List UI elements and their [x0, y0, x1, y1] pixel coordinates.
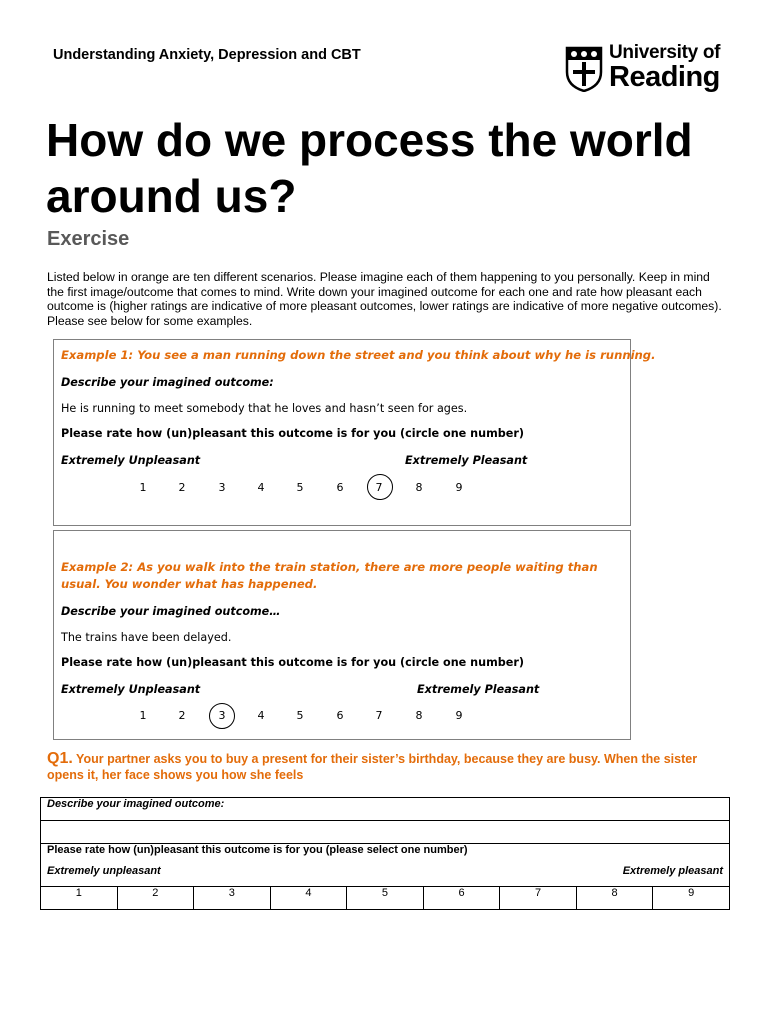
example-1-box: [53, 339, 656, 526]
q1-rating-1[interactable]: 1: [41, 887, 118, 910]
q1-scale-ends: [47, 865, 723, 877]
example-2-right-label: Extremely Pleasant: [417, 683, 540, 696]
q1-rating-7[interactable]: 7: [500, 887, 577, 910]
q1-rating-9[interactable]: 9: [653, 887, 730, 910]
example-1-scenario: Example 1: You see a man running down the street and you think about why he is running.: [61, 348, 656, 362]
example-2-scenario: Example 2: As you walk into the train station, there are more people waiting than usual. You wonder what has happened.: [61, 560, 598, 591]
intro-paragraph: Listed below in orange are ten different scenarios. Please imagine each of them happening to you personally. Keep in mind the first image/outcome that comes to mind. Write down your imagined outcome for each one and rate how pleasant each outcome is (higher ratings are indicative of more pleasant outcomes, lower ratings are indicative of more negative outcomes). Please see below for some examples.: [47, 270, 722, 328]
example-1-scale-5: 5: [296, 481, 304, 494]
example-1-scale-1: 1: [139, 481, 147, 494]
question-1: [47, 751, 727, 783]
example-1-answer: He is running to meet somebody that he loves and hasn’t seen for ages.: [61, 402, 468, 415]
question-1-answer-table: [40, 797, 730, 910]
example-2-scale-9: 9: [455, 709, 463, 722]
logo-line2: Reading: [609, 61, 720, 93]
example-2-scale-2: 2: [178, 709, 186, 722]
q1-rating-3[interactable]: 3: [194, 887, 271, 910]
q1-rating-8[interactable]: 8: [576, 887, 653, 910]
example-2-scale-1: 1: [139, 709, 147, 722]
example-1-scale-8: 8: [415, 481, 423, 494]
logo-line1: University of: [609, 42, 721, 63]
example-2-scale-3: 3: [218, 709, 226, 722]
page-subtitle: Exercise: [47, 228, 130, 250]
q1-rating-2[interactable]: 2: [117, 887, 194, 910]
example-1-scale-7: 7: [375, 481, 383, 494]
q1-rate-label: Please rate how (un)pleasant this outcome is for you (please select one number): [47, 844, 468, 856]
q1-rating-row: [41, 887, 730, 910]
example-2-scale-8: 8: [415, 709, 423, 722]
example-1-scale-3: 3: [218, 481, 226, 494]
q1-left-label: Extremely unpleasant: [47, 865, 161, 877]
q1-right-label: Extremely pleasant: [622, 865, 723, 877]
university-crest-icon: [565, 46, 603, 92]
example-2-scale-6: 6: [336, 709, 344, 722]
example-1-scale-4: 4: [257, 481, 265, 494]
q1-outcome-field[interactable]: [41, 821, 730, 844]
page-title: How do we process the world around us?: [46, 114, 693, 222]
example-2-scale-4: 4: [257, 709, 265, 722]
example-2-left-label: Extremely Unpleasant: [61, 683, 201, 696]
q1-rating-4[interactable]: 4: [270, 887, 347, 910]
q1-describe-label: Describe your imagined outcome:: [41, 798, 730, 821]
example-2-box: [53, 530, 631, 740]
example-1-left-label: Extremely Unpleasant: [61, 454, 201, 467]
q1-rating-header: [41, 844, 730, 887]
q1-rating-6[interactable]: 6: [423, 887, 500, 910]
example-1-describe-label: Describe your imagined outcome:: [61, 376, 274, 389]
example-2-describe-label: Describe your imagined outcome…: [61, 605, 281, 618]
example-2-answer: The trains have been delayed.: [61, 631, 232, 644]
example-1-scale-9: 9: [455, 481, 463, 494]
course-title: Understanding Anxiety, Depression and CBT: [53, 47, 361, 63]
example-1-scale-2: 2: [178, 481, 186, 494]
q1-rating-5[interactable]: 5: [347, 887, 424, 910]
example-2-rate-label: Please rate how (un)pleasant this outcome is for you (circle one number): [61, 656, 524, 669]
example-2-scale-7: 7: [375, 709, 383, 722]
example-1-scale-6: 6: [336, 481, 344, 494]
example-1-right-label: Extremely Pleasant: [405, 454, 528, 467]
question-1-number: Q1.: [47, 750, 73, 767]
university-logo: [565, 44, 725, 96]
question-1-text: Your partner asks you to buy a present for their sister’s birthday, because they are busy. When the sister opens it, her face shows you how she feels: [47, 752, 698, 782]
example-1-rate-label: Please rate how (un)pleasant this outcome is for you (circle one number): [61, 427, 524, 440]
example-2-scale-5: 5: [296, 709, 304, 722]
